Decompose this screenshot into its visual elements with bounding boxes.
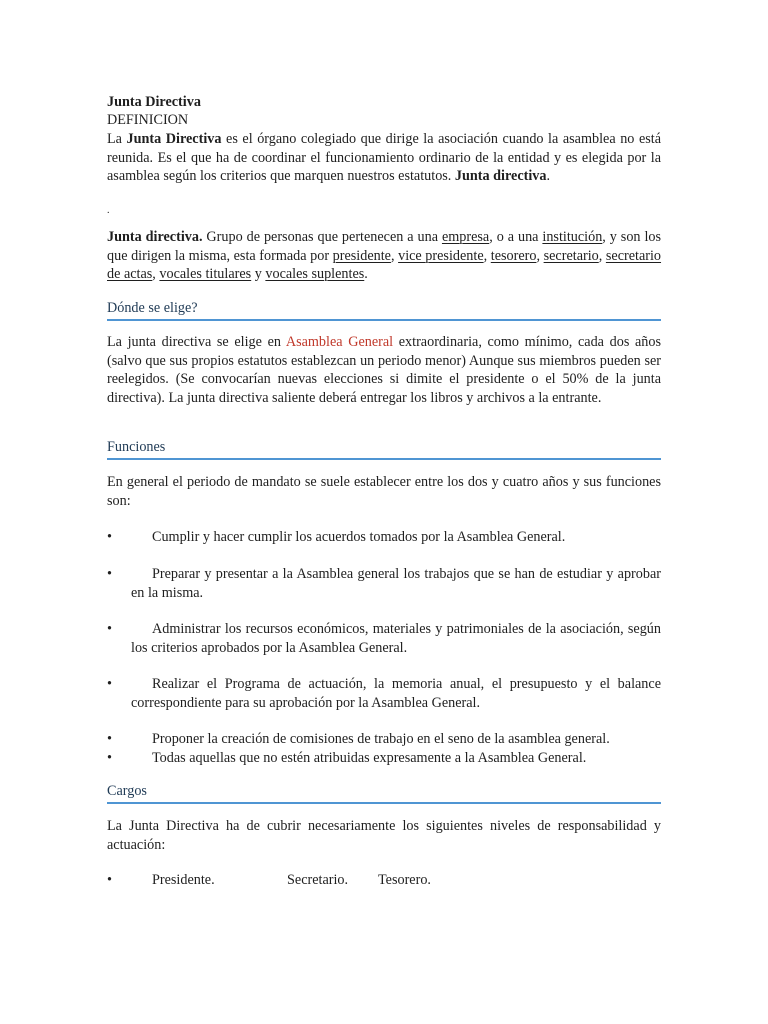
function-list-item <box>107 730 661 749</box>
election-text-2: extraordinaria, como mínimo, cada dos años (salvo que sus propios estatutos establezcan un periodo menor) Aunque sus miembros pueden ser reelegidos. (Se convocarían nuevas elecciones si dimite el presidente o el 50% de la junta directiva). La junta directiva saliente deberá entregar los libros y archivos a la entrante. <box>107 334 661 406</box>
bullet-icon: • <box>107 750 112 766</box>
function-list-item <box>107 749 661 768</box>
bullet-icon: • <box>107 621 112 637</box>
link-secretario-de-actas[interactable]: secretario de actas <box>107 247 662 282</box>
heading-cargos: Cargos <box>107 782 661 804</box>
link-vocales-suplentes[interactable]: vocales suplentes <box>265 266 365 282</box>
intro-bold-term-2: Junta directiva <box>454 168 547 184</box>
link-empresa[interactable]: empresa <box>441 229 490 245</box>
function-item-text: Todas aquellas que no estén atribuidas expresamente a la Asamblea General. <box>152 750 587 766</box>
def2-text: , <box>152 266 160 282</box>
def2-text: Grupo de personas que pertenecen a una <box>202 229 442 245</box>
function-list-item <box>107 528 661 547</box>
function-item-text: Preparar y presentar a la Asamblea general los trabajos que se han de estudiar y aprobar en la misma. <box>131 566 661 601</box>
bullet-icon: • <box>107 872 112 888</box>
intro-text-2: es el órgano colegiado que dirige la asociación cuando la asamblea no está reunida. Es el que ha de coordinar el funcionamiento ordinario de la entidad y es elegida por la asamblea según los criterios que marquen nuestros estatutos. <box>107 131 661 184</box>
link-presidente[interactable]: presidente <box>332 247 391 264</box>
doc-subtitle: DEFINICION <box>107 112 189 128</box>
link-vice-presidente[interactable]: vice presidente <box>398 247 484 264</box>
def2-text: , o a una <box>489 229 543 245</box>
function-item-text: Cumplir y hacer cumplir los acuerdos tomados por la Asamblea General. <box>152 529 566 545</box>
function-list-item <box>107 620 661 657</box>
election-text-1: La junta directiva se elige en <box>107 334 286 350</box>
cargo-presidente: Presidente. <box>152 872 215 888</box>
def2-text: y <box>251 266 266 282</box>
def2-text: . <box>364 266 368 282</box>
def2-text: , <box>536 247 544 264</box>
bullet-icon: • <box>107 676 112 692</box>
link-vocales-titulares[interactable]: vocales titulares <box>159 266 252 282</box>
link-institucion[interactable]: institución <box>542 229 603 245</box>
function-list-item <box>107 565 661 602</box>
cargo-tesorero: Tesorero. <box>378 872 431 888</box>
stray-dot: . <box>107 205 110 216</box>
function-item-text: Administrar los recursos económicos, materiales y patrimoniales de la asociación, según los criterios aprobados por la Asamblea General. <box>131 621 661 656</box>
cargo-secretario: Secretario. <box>287 872 349 888</box>
bullet-icon: • <box>107 731 112 747</box>
link-asamblea-general[interactable]: Asamblea General <box>285 334 394 350</box>
bullet-icon: • <box>107 566 112 582</box>
def2-text: , y son los que dirigen la misma, esta formada por <box>107 229 662 264</box>
definition-paragraph-2 <box>107 228 661 284</box>
intro-text-1: La <box>107 131 127 147</box>
function-item-text: Realizar el Programa de actuación, la memoria anual, el presupuesto y el balance correspondiente para su aprobación por la Asamblea General. <box>131 676 661 711</box>
function-item-text: Proponer la creación de comisiones de trabajo en el seno de la asamblea general. <box>152 731 610 747</box>
heading-donde-se-elige: Dónde se elige? <box>107 299 661 321</box>
cargos-intro: La Junta Directiva ha de cubrir necesariamente los siguientes niveles de responsabilidad y actuación: <box>107 818 661 853</box>
heading-funciones: Funciones <box>107 438 661 460</box>
doc-title: Junta Directiva <box>107 94 201 110</box>
intro-text-3: . <box>546 168 551 184</box>
election-paragraph <box>107 333 661 407</box>
link-secretario[interactable]: secretario <box>543 247 599 264</box>
bullet-icon: • <box>107 529 112 545</box>
definition-paragraph <box>107 130 661 186</box>
intro-bold-term: Junta Directiva <box>126 131 222 147</box>
def2-bold-term: Junta directiva. <box>107 229 203 245</box>
link-tesorero[interactable]: tesorero <box>490 247 537 264</box>
def2-text: , <box>483 247 491 264</box>
functions-intro: En general el periodo de mandato se suele establecer entre los dos y cuatro años y sus funciones son: <box>107 474 661 509</box>
function-list-item <box>107 675 661 712</box>
def2-text: , <box>598 247 606 264</box>
def2-text: , <box>390 247 399 264</box>
